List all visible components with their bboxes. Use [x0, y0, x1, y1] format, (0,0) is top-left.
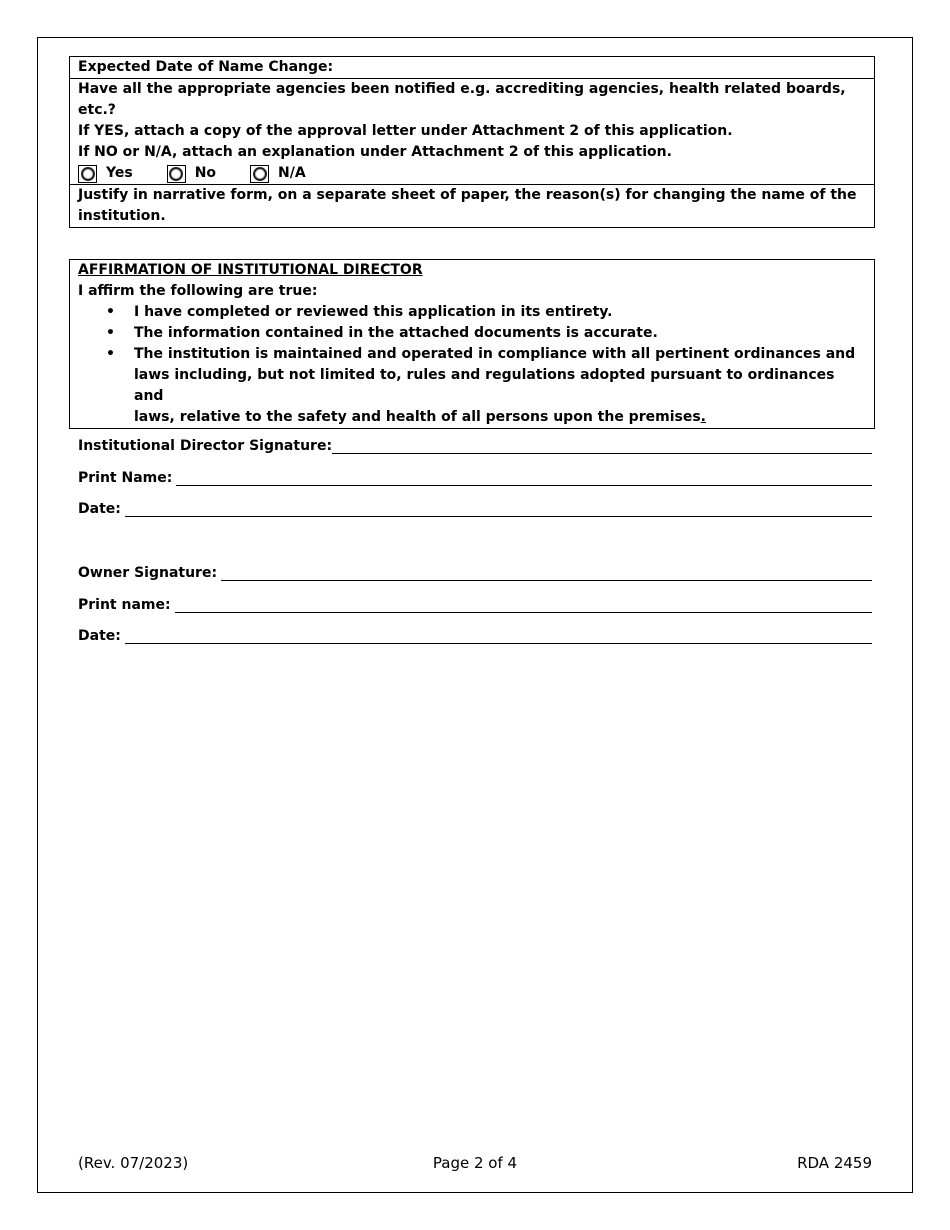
- date-line[interactable]: [125, 503, 872, 517]
- affirmation-heading: AFFIRMATION OF INSTITUTIONAL DIRECTOR: [78, 262, 423, 278]
- affirmation-item-text-line: laws, relative to the safety and health of all persons upon the premises: [134, 409, 701, 425]
- owner-date-label: Date:: [78, 628, 121, 644]
- radio-label-no: No: [194, 165, 217, 181]
- affirmation-item-text: I have completed or reviewed this application in its entirety.: [134, 304, 613, 320]
- radio-option-yes[interactable]: [78, 163, 133, 184]
- radio-label-na: N/A: [278, 165, 306, 181]
- director-print-name-field[interactable]: [78, 466, 872, 486]
- affirmation-list: [78, 302, 866, 428]
- affirmation-item-text-line: laws including, but not limited to, rules and regulations adopted pursuant to ordinances and: [134, 367, 835, 404]
- date-line[interactable]: [125, 630, 872, 644]
- name-change-section: [69, 56, 875, 228]
- affirmation-period: .: [700, 409, 706, 425]
- agencies-notification-question: [70, 78, 874, 184]
- owner-print-name-label: Print name:: [78, 597, 171, 613]
- revision-label: (Rev. 07/2023): [78, 1154, 189, 1172]
- owner-print-name-field[interactable]: [78, 593, 872, 613]
- radio-option-no[interactable]: [167, 163, 216, 184]
- justify-text-line: institution.: [78, 208, 166, 224]
- form-number: RDA 2459: [797, 1154, 872, 1172]
- affirmation-item-text: The information contained in the attached documents is accurate.: [134, 325, 658, 341]
- bullet-icon: •: [106, 325, 115, 341]
- justify-instruction: [70, 184, 874, 227]
- page-number: Page 2 of 4: [432, 1154, 518, 1172]
- radio-label-yes: Yes: [106, 165, 133, 181]
- director-signature-field[interactable]: [78, 434, 872, 454]
- affirmation-item: [78, 302, 866, 323]
- affirmation-section: [69, 259, 875, 429]
- print-name-line[interactable]: [175, 599, 872, 613]
- director-date-label: Date:: [78, 501, 121, 517]
- owner-signature-label: Owner Signature:: [78, 565, 218, 581]
- director-signature-label: Institutional Director Signature:: [78, 438, 333, 454]
- owner-signature-field[interactable]: [78, 561, 872, 581]
- signature-line[interactable]: [221, 567, 872, 581]
- signature-line[interactable]: [332, 440, 872, 454]
- affirmation-item: [78, 344, 866, 428]
- affirmation-item: [78, 323, 866, 344]
- affirmation-item-text-line: The institution is maintained and operated in compliance with all pertinent ordinances and: [134, 346, 856, 362]
- print-name-line[interactable]: [176, 472, 872, 486]
- radio-button-icon[interactable]: [78, 165, 97, 183]
- expected-date-label: Expected Date of Name Change:: [78, 59, 334, 75]
- director-print-name-label: Print Name:: [78, 470, 173, 486]
- radio-button-icon[interactable]: [250, 165, 269, 183]
- owner-date-field[interactable]: [78, 624, 872, 644]
- affirmation-intro: I affirm the following are true:: [78, 283, 318, 299]
- radio-button-icon[interactable]: [167, 165, 186, 183]
- director-date-field[interactable]: [78, 497, 872, 517]
- radio-option-na[interactable]: [250, 163, 306, 184]
- if-no-instruction: If NO or N/A, attach an explanation under Attachment 2 of this application.: [78, 144, 672, 160]
- agencies-question-text: Have all the appropriate agencies been notified e.g. accrediting agencies, health related boards, etc.?: [78, 81, 846, 118]
- agencies-radio-group: [78, 163, 866, 184]
- justify-text-line: Justify in narrative form, on a separate sheet of paper, the reason(s) for changing the name of the: [78, 187, 857, 203]
- if-yes-instruction: If YES, attach a copy of the approval letter under Attachment 2 of this application.: [78, 123, 733, 139]
- bullet-icon: •: [106, 304, 115, 320]
- page-footer: [78, 1154, 872, 1174]
- bullet-icon: •: [106, 346, 115, 362]
